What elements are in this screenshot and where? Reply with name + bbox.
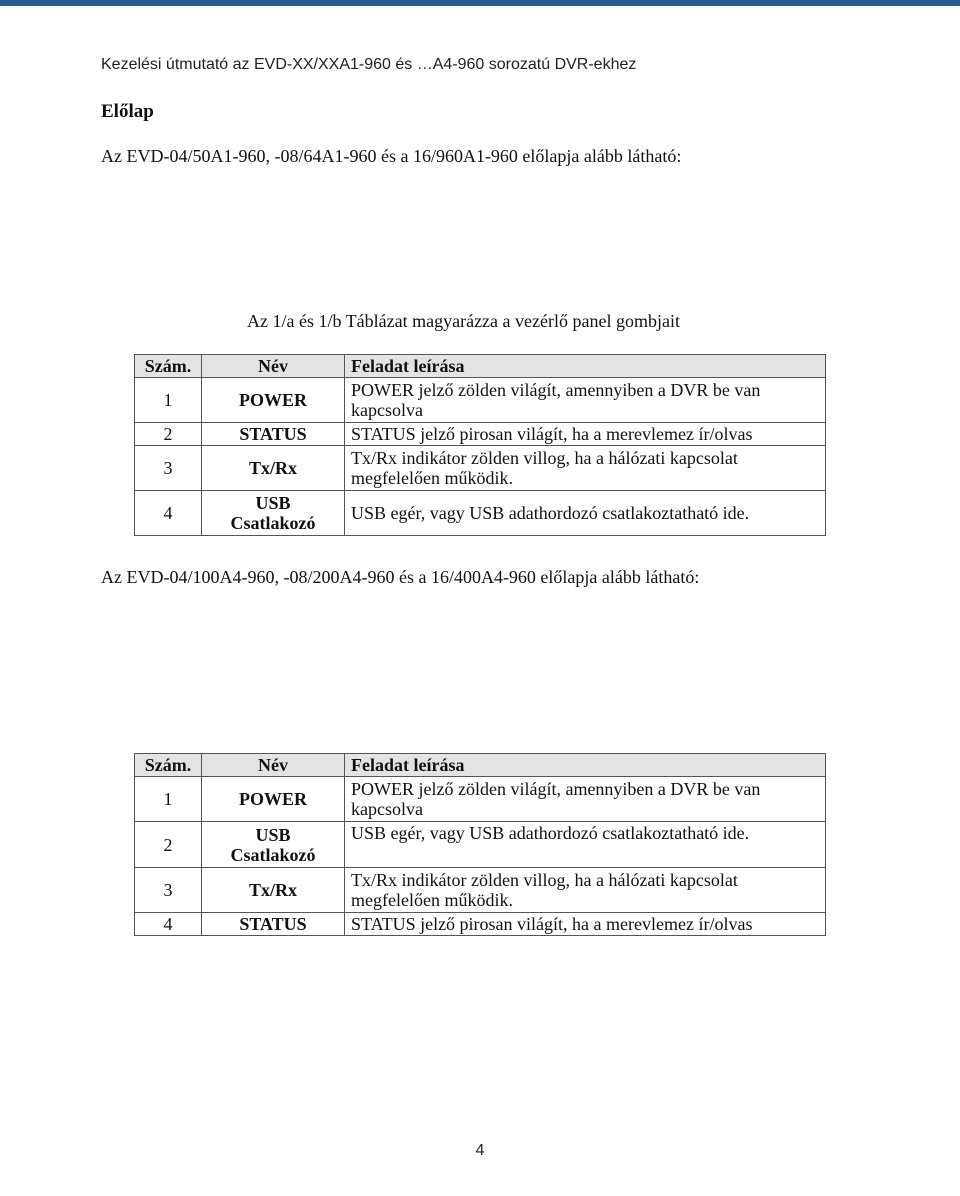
document-header: Kezelési útmutató az EVD-XX/XXA1-960 és …A4-960 sorozatú DVR-ekhez: [101, 56, 637, 73]
row-desc: [345, 777, 826, 822]
row-num: 3: [135, 868, 202, 913]
page-number: 4: [475, 1142, 485, 1159]
row-desc-line: megfelelően működik.: [351, 890, 513, 910]
control-table-2: [134, 753, 826, 936]
row-desc: STATUS jelző pirosan világít, ha a merevlemez ír/olvas: [345, 913, 826, 936]
row-desc: STATUS jelző pirosan világít, ha a merevlemez ír/olvas: [345, 423, 826, 446]
row-num: 4: [135, 913, 202, 936]
table-row: [135, 777, 826, 822]
table-header-row: [135, 754, 826, 777]
header-name: Név: [202, 754, 345, 777]
row-name: STATUS: [202, 423, 345, 446]
header-desc: Feladat leírása: [345, 355, 826, 378]
row-desc-line: POWER jelző zölden világít, amennyiben a DVR be van: [351, 779, 761, 799]
table-caption: Az 1/a és 1/b Táblázat magyarázza a vezérlő panel gombjait: [247, 311, 680, 331]
row-name: Tx/Rx: [202, 868, 345, 913]
row-desc: [345, 868, 826, 913]
table-row: [135, 913, 826, 936]
header-num: Szám.: [135, 355, 202, 378]
table-row: [135, 822, 826, 868]
table-row: [135, 378, 826, 423]
top-accent-bar: [0, 0, 960, 6]
table-row: [135, 491, 826, 536]
row-num: 4: [135, 491, 202, 536]
row-name-line: Csatlakozó: [230, 513, 316, 533]
intro-paragraph-2: Az EVD-04/100A4-960, -08/200A4-960 és a 16/400A4-960 előlapja alább látható:: [101, 567, 700, 587]
row-name-line: USB: [255, 493, 291, 513]
row-name-line: USB: [255, 824, 291, 845]
row-desc-line: kapcsolva: [351, 400, 423, 420]
row-num: 2: [135, 423, 202, 446]
row-num: 1: [135, 777, 202, 822]
table-row: [135, 868, 826, 913]
control-table-1: [134, 354, 826, 536]
row-desc: USB egér, vagy USB adathordozó csatlakoztatható ide.: [345, 491, 826, 536]
row-desc: [345, 378, 826, 423]
row-desc-line: kapcsolva: [351, 799, 423, 819]
header-num: Szám.: [135, 754, 202, 777]
row-name: POWER: [202, 777, 345, 822]
row-name: Tx/Rx: [202, 446, 345, 491]
row-name: STATUS: [202, 913, 345, 936]
row-name: POWER: [202, 378, 345, 423]
table-row: [135, 446, 826, 491]
table-header-row: [135, 355, 826, 378]
row-name: [202, 822, 345, 868]
table-row: [135, 423, 826, 446]
row-name-line: Csatlakozó: [230, 844, 316, 865]
row-desc-line: Tx/Rx indikátor zölden villog, ha a hálózati kapcsolat: [351, 448, 738, 468]
row-num: 1: [135, 378, 202, 423]
row-num: 3: [135, 446, 202, 491]
section-title: Előlap: [101, 101, 154, 122]
intro-paragraph-1: Az EVD-04/50A1-960, -08/64A1-960 és a 16/960A1-960 előlapja alább látható:: [101, 146, 682, 166]
row-num: 2: [135, 822, 202, 868]
row-desc: [345, 446, 826, 491]
row-name: [202, 491, 345, 536]
header-name: Név: [202, 355, 345, 378]
row-desc-line: Tx/Rx indikátor zölden villog, ha a hálózati kapcsolat: [351, 870, 738, 890]
row-desc-line: POWER jelző zölden világít, amennyiben a DVR be van: [351, 380, 761, 400]
header-desc: Feladat leírása: [345, 754, 826, 777]
row-desc-line: megfelelően működik.: [351, 468, 513, 488]
row-desc: USB egér, vagy USB adathordozó csatlakoztatható ide.: [345, 822, 826, 868]
